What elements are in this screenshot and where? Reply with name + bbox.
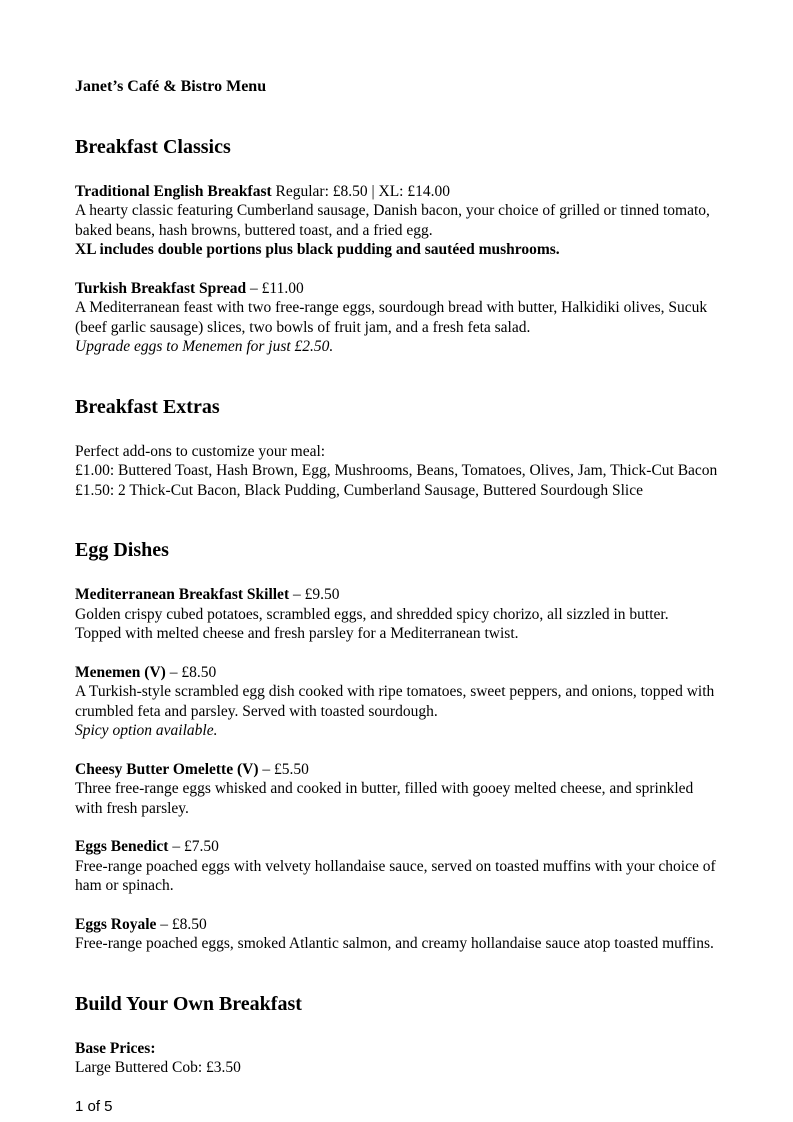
menu-item-turkish-breakfast-spread — [75, 279, 718, 357]
menu-item-name: Eggs Royale — [75, 915, 157, 933]
menu-item-price: – £9.50 — [292, 586, 340, 603]
document-content — [75, 77, 718, 1116]
menu-item-traditional-english-breakfast — [75, 182, 718, 260]
menu-item-name: Mediterranean Breakfast Skillet — [75, 586, 290, 603]
breakfast-extras-list — [75, 442, 718, 501]
base-price-line: Large Buttered Cob: £3.50 — [75, 1059, 241, 1076]
page-number: 1 of 5 — [75, 1097, 113, 1115]
menu-item-eggs-royale — [75, 915, 718, 954]
menu-item-mediterranean-breakfast-skillet — [75, 585, 718, 644]
menu-item-price: – £8.50 — [169, 663, 217, 681]
menu-item-note: Spicy option available. — [75, 722, 218, 739]
section-heading-egg-dishes: Egg Dishes — [75, 539, 169, 561]
menu-item-description: Golden crispy cubed potatoes, scrambled eggs, and shredded spicy chorizo, all sizzled in butter. Topped with melted cheese and fresh parsley for a Mediterranean twist. — [75, 605, 669, 642]
menu-item-name: Eggs Benedict — [75, 838, 169, 855]
menu-item-price: – £8.50 — [160, 915, 207, 933]
section-heading-build-your-own-breakfast: Build Your Own Breakfast — [75, 992, 302, 1015]
menu-item-name: Menemen (V) — [75, 663, 166, 681]
menu-item-description: Free-range poached eggs with velvety hollandaise sauce, served on toasted muffins with your choice of ham or spinach. — [75, 857, 716, 894]
menu-item-note: Upgrade eggs to Menemen for just £2.50. — [75, 338, 334, 355]
menu-item-description: A Mediterranean feast with two free-range eggs, sourdough bread with butter, Halkidiki olives, Sucuk (beef garlic sausage) slices, two bowls of fruit jam, and a fresh feta salad. — [75, 299, 708, 336]
menu-item-name: Turkish Breakfast Spread — [75, 279, 247, 297]
section-heading-breakfast-extras: Breakfast Extras — [75, 395, 220, 418]
menu-item-note: XL includes double portions plus black pudding and sautéed mushrooms. — [75, 241, 560, 258]
menu-item-cheesy-butter-omelette — [75, 760, 718, 819]
menu-item-eggs-benedict — [75, 837, 718, 896]
base-prices-label: Base Prices: — [75, 1039, 156, 1057]
document-title: Janet’s Café & Bistro Menu — [75, 78, 267, 95]
section-heading-breakfast-classics: Breakfast Classics — [75, 135, 231, 158]
extras-intro-line: Perfect add-ons to customize your meal: — [75, 442, 326, 460]
menu-item-price: – £11.00 — [250, 279, 304, 297]
base-prices-block — [75, 1039, 718, 1078]
extras-price-line-1: £1.00: Buttered Toast, Hash Brown, Egg, Mushrooms, Beans, Tomatoes, Olives, Jam, Thick-Cut Bacon — [75, 462, 718, 479]
menu-item-menemen — [75, 663, 718, 741]
extras-price-line-2: £1.50: 2 Thick-Cut Bacon, Black Pudding, Cumberland Sausage, Buttered Sourdough Slice — [75, 481, 643, 499]
menu-item-description: Free-range poached eggs, smoked Atlantic salmon, and creamy hollandaise sauce atop toasted muffins. — [75, 935, 714, 952]
menu-item-description: A hearty classic featuring Cumberland sausage, Danish bacon, your choice of grilled or tinned tomato, baked beans, hash browns, buttered toast, and a fried egg. — [75, 202, 710, 239]
menu-item-description: A Turkish-style scrambled egg dish cooked with ripe tomatoes, sweet peppers, and onions, topped with crumbled feta and parsley. Served with toasted sourdough. — [75, 683, 715, 720]
menu-item-description: Three free-range eggs whisked and cooked in butter, filled with gooey melted cheese, and sprinkled with fresh parsley. — [75, 780, 694, 817]
menu-item-price: – £7.50 — [172, 838, 219, 855]
menu-item-price: Regular: £8.50 | XL: £14.00 — [275, 182, 450, 200]
menu-item-name: Cheesy Butter Omelette (V) — [75, 760, 259, 778]
menu-item-name: Traditional English Breakfast — [75, 182, 272, 200]
menu-item-price: – £5.50 — [262, 760, 309, 778]
